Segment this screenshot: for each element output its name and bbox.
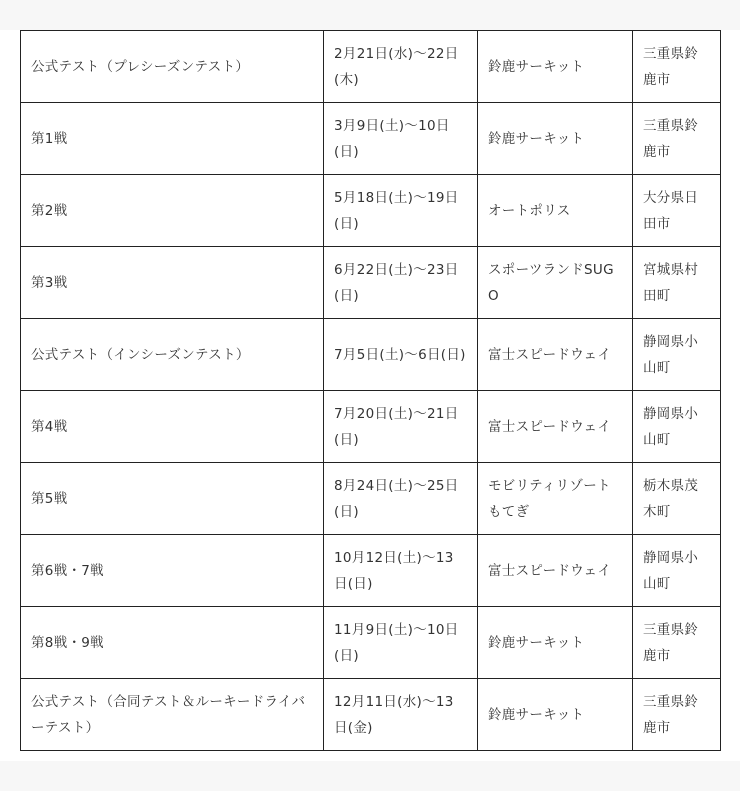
location-cell: 三重県鈴鹿市 [633,31,721,103]
table-row [21,463,721,535]
location-cell: 栃木県茂木町 [633,463,721,535]
table-row [21,607,721,679]
event-cell: 第4戦 [21,391,324,463]
date-cell: 11月9日(土)〜10日(日) [324,607,478,679]
table-row [21,391,721,463]
location-cell: 三重県鈴鹿市 [633,607,721,679]
circuit-cell: 鈴鹿サーキット [478,679,633,751]
circuit-cell: 富士スピードウェイ [478,319,633,391]
event-cell: 第1戦 [21,103,324,175]
schedule-table [20,30,721,751]
location-cell: 三重県鈴鹿市 [633,679,721,751]
circuit-cell: 鈴鹿サーキット [478,607,633,679]
date-cell: 3月9日(土)〜10日(日) [324,103,478,175]
circuit-cell: 富士スピードウェイ [478,391,633,463]
location-cell: 大分県日田市 [633,175,721,247]
location-cell: 静岡県小山町 [633,535,721,607]
event-cell: 公式テスト（プレシーズンテスト） [21,31,324,103]
circuit-cell: モビリティリゾートもてぎ [478,463,633,535]
table-row [21,679,721,751]
page-content [0,30,740,761]
table-row [21,535,721,607]
circuit-cell: 鈴鹿サーキット [478,31,633,103]
event-cell: 第6戦・7戦 [21,535,324,607]
circuit-cell: オートポリス [478,175,633,247]
table-row [21,31,721,103]
location-cell: 静岡県小山町 [633,319,721,391]
event-cell: 公式テスト（合同テスト＆ルーキードライバーテスト） [21,679,324,751]
table-row [21,247,721,319]
date-cell: 8月24日(土)〜25日(日) [324,463,478,535]
date-cell: 7月20日(土)〜21日(日) [324,391,478,463]
circuit-cell: 富士スピードウェイ [478,535,633,607]
table-row [21,103,721,175]
location-cell: 静岡県小山町 [633,391,721,463]
event-cell: 第3戦 [21,247,324,319]
date-cell: 2月21日(水)〜22日(木) [324,31,478,103]
event-cell: 第5戦 [21,463,324,535]
event-cell: 第8戦・9戦 [21,607,324,679]
circuit-cell: 鈴鹿サーキット [478,103,633,175]
event-cell: 公式テスト（インシーズンテスト） [21,319,324,391]
circuit-cell: スポーツランドSUGO [478,247,633,319]
table-row [21,319,721,391]
date-cell: 5月18日(土)〜19日(日) [324,175,478,247]
date-cell: 7月5日(土)〜6日(日) [324,319,478,391]
event-cell: 第2戦 [21,175,324,247]
date-cell: 12月11日(水)〜13日(金) [324,679,478,751]
table-row [21,175,721,247]
location-cell: 三重県鈴鹿市 [633,103,721,175]
date-cell: 10月12日(土)〜13日(日) [324,535,478,607]
location-cell: 宮城県村田町 [633,247,721,319]
date-cell: 6月22日(土)〜23日(日) [324,247,478,319]
